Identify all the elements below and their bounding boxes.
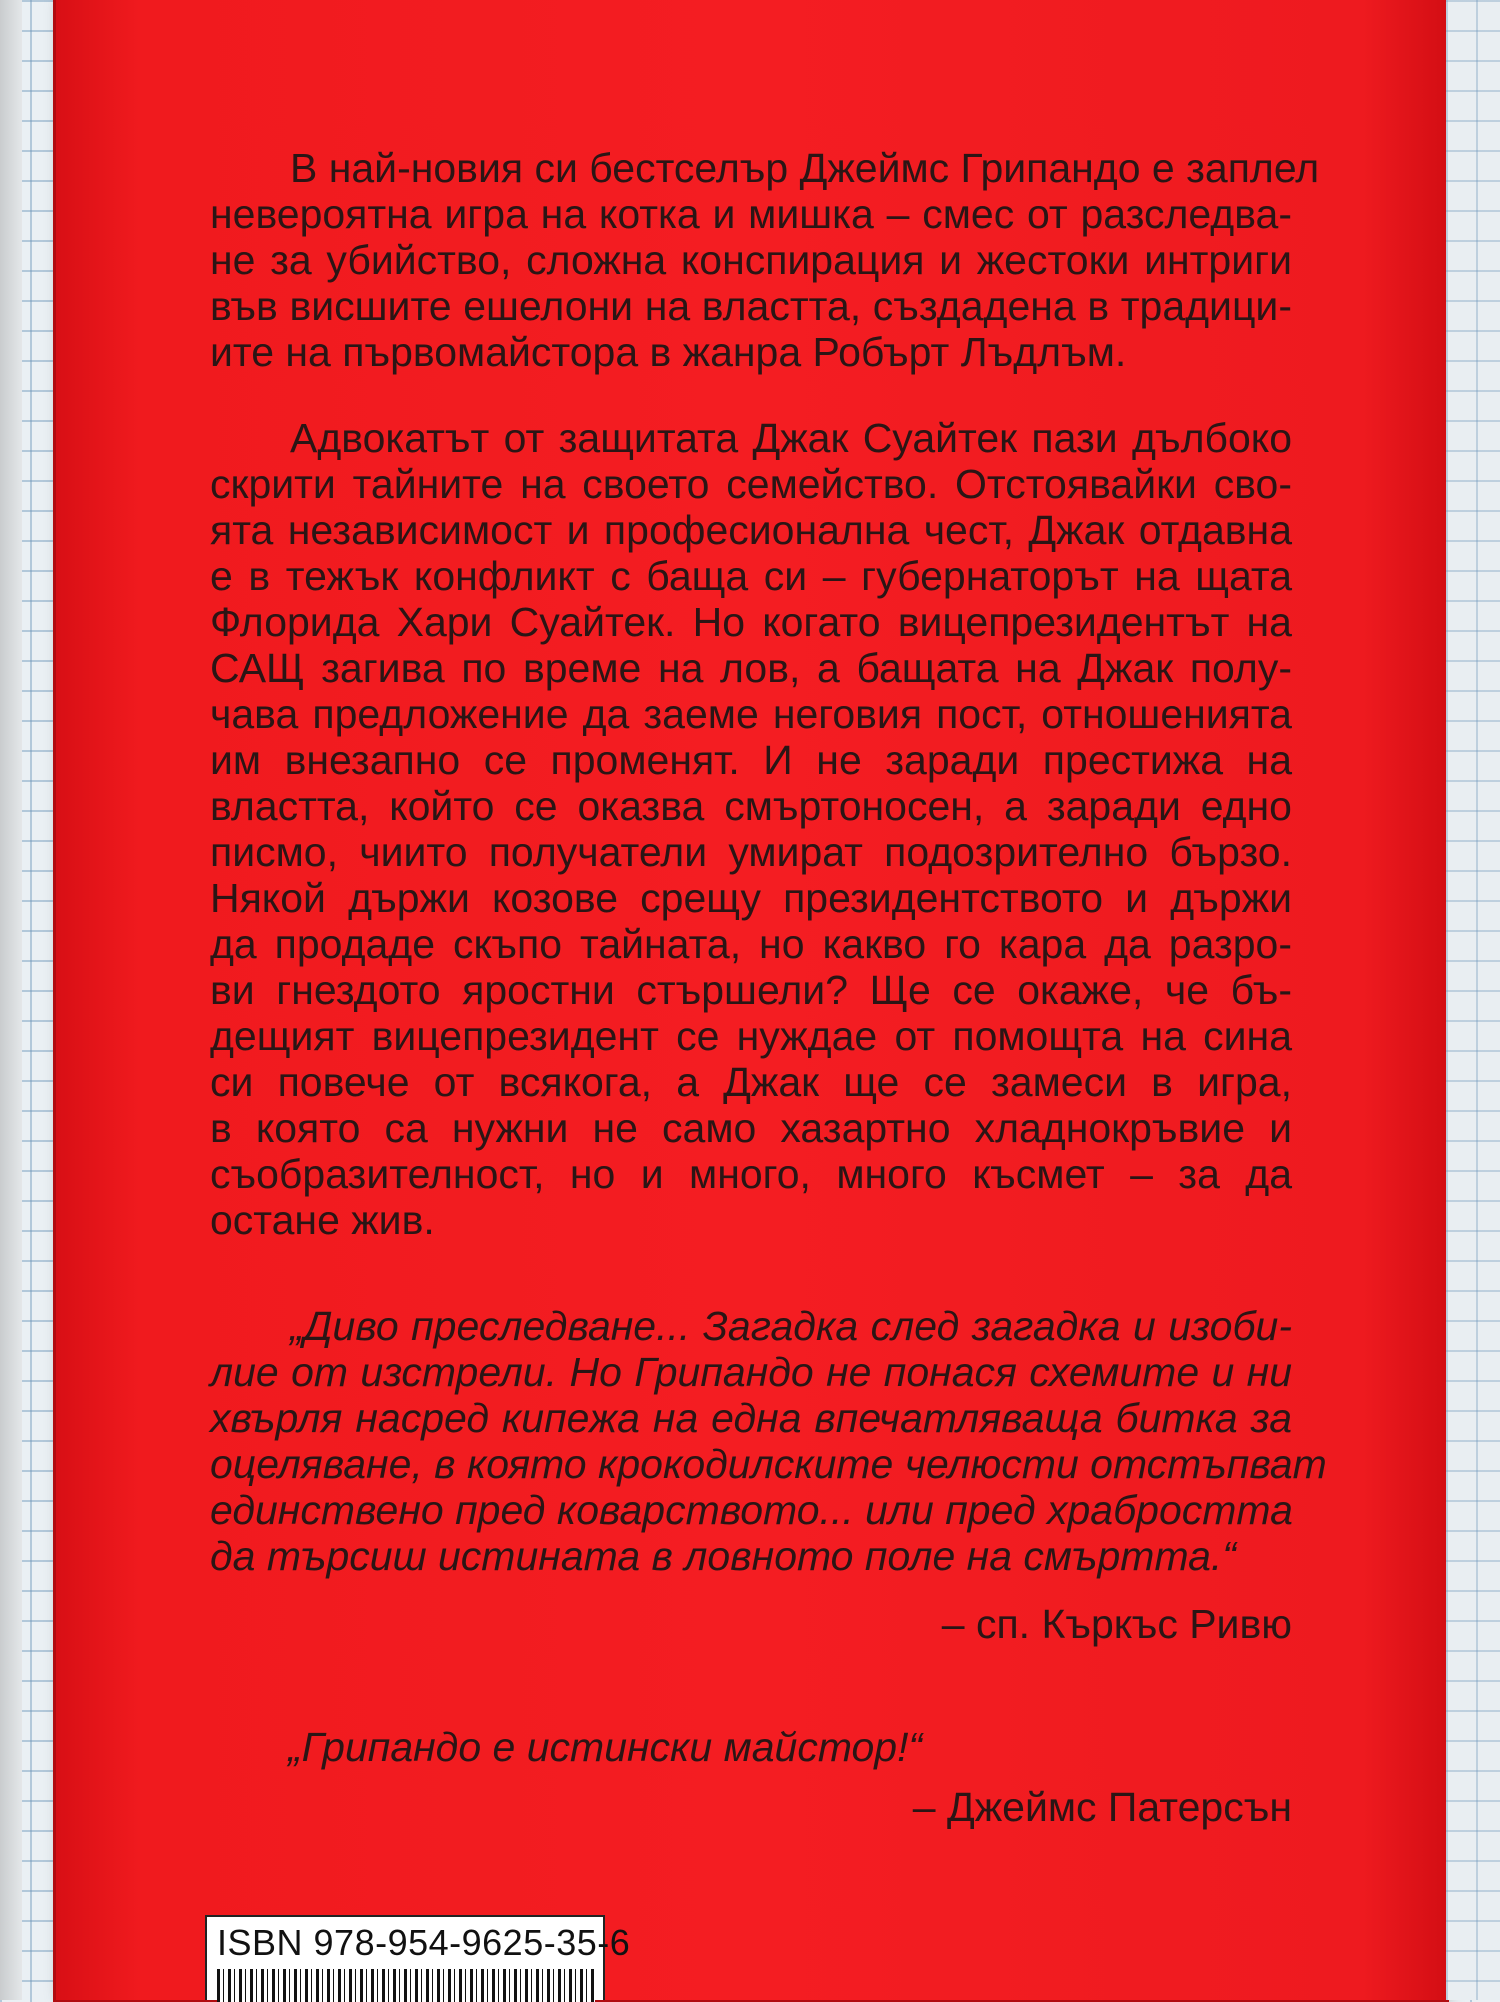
- text-line: не за убийство, сложна конспирация и жестоки интриги: [210, 237, 1292, 283]
- review-2-attribution: – Джеймс Патерсън: [912, 1784, 1292, 1830]
- text-line: чава предложение да заеме неговия пост, отношенията: [210, 691, 1292, 737]
- quote-line: единствено пред коварството... или пред храбростта: [210, 1487, 1293, 1533]
- quote-line: оцеляване, в която крокодилските челюсти отстъпват: [210, 1441, 1327, 1487]
- grid-mat-strip: [1446, 0, 1500, 2000]
- text-line: във висшите ешелони на властта, създадена в традици-: [210, 283, 1292, 329]
- review-1-attribution: – сп. Къркъс Ривю: [941, 1601, 1292, 1647]
- text-line: си повече от всякога, а Джак ще се замеси в игра,: [210, 1059, 1292, 1105]
- text-line: Флорида Хари Суайтек. Но когато вицепрезидентът на: [210, 599, 1292, 645]
- text-line: ите на първомайстора в жанра Робърт Лъдлъм.: [210, 329, 1127, 375]
- quote-line: хвърля насред кипежа на една впечатляваща битка за: [210, 1395, 1292, 1441]
- text-line: Някой държи козове срещу президентството и държи: [210, 875, 1292, 921]
- text-line: да продаде скъпо тайната, но какво го кара да разро-: [210, 921, 1292, 967]
- description-paragraph-2: [210, 415, 1292, 1243]
- text-line: В най-новия си бестселър Джеймс Грипандо е заплел: [290, 145, 1320, 191]
- text-line: е в тежък конфликт с баща си – губернаторът на щата: [210, 553, 1292, 599]
- text-line: дещият вицепрезидент се нуждае от помощта на сина: [210, 1013, 1292, 1059]
- text-line: в която са нужни не само хазартно хладнокръвие и: [210, 1105, 1292, 1151]
- text-line: ви гнездото яростни стършели? Ще се окаже, че бъ-: [210, 967, 1292, 1013]
- quote-line: „Диво преследване... Загадка след загадка и изоби-: [290, 1303, 1292, 1349]
- text-line: писмо, чиито получатели умират подозрително бързо.: [210, 829, 1292, 875]
- text-line: САЩ загива по време на лов, а бащата на Джак полу-: [210, 645, 1292, 691]
- text-line: остане жив.: [210, 1197, 435, 1243]
- text-line: им внезапно се променят. И не заради престижа на: [210, 737, 1292, 783]
- review-quote-2: „Грипандо е истински майстор!“: [288, 1724, 923, 1770]
- quote-line: да търсиш истината в ловното поле на смъртта.“: [210, 1533, 1236, 1579]
- barcode: [217, 1969, 595, 2002]
- text-line: съобразителност, но и много, много късмет – за да: [210, 1151, 1292, 1197]
- isbn-barcode-label: [205, 1915, 631, 2000]
- description-paragraph-1: [210, 145, 1320, 375]
- text-line: ята независимост и професионална чест, Джак отдавна: [210, 507, 1292, 553]
- text-line: невероятна игра на котка и мишка – смес от разследва-: [210, 191, 1292, 237]
- table-edge: [0, 0, 22, 2000]
- text-line: властта, който се оказва смъртоносен, а заради едно: [210, 783, 1292, 829]
- isbn-number: ISBN 978-954-9625-35-6: [217, 1922, 631, 1963]
- quote-line: лие от изстрели. Но Грипандо не понася схемите и ни: [210, 1349, 1292, 1395]
- text-line: скрити тайните на своето семейство. Отстоявайки сво-: [210, 461, 1292, 507]
- review-quote-1: [210, 1303, 1327, 1579]
- text-line: Адвокатът от защитата Джак Суайтек пази дълбоко: [290, 415, 1292, 461]
